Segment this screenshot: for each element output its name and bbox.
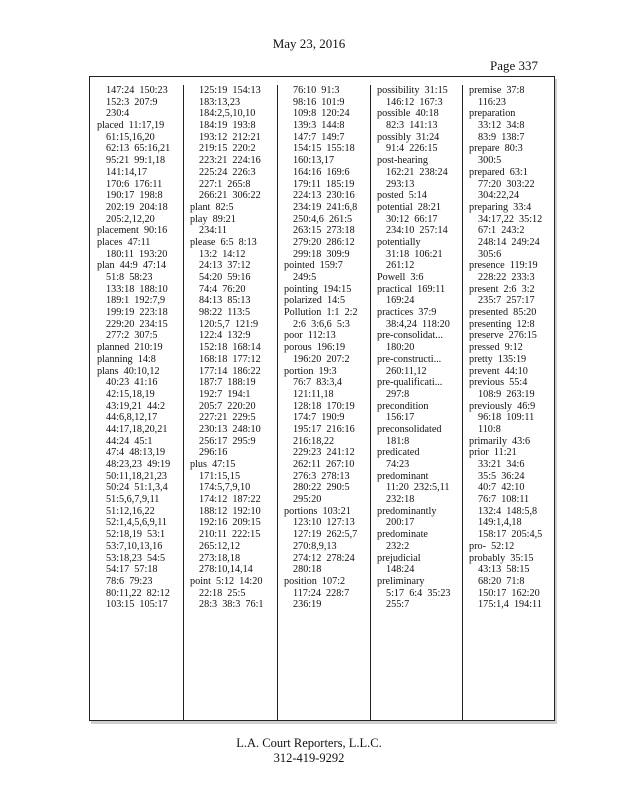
index-reference-line: 232:2 bbox=[386, 540, 410, 552]
index-reference-line: 35:5 36:24 bbox=[478, 470, 525, 482]
index-reference-line: 42:15,18,19 bbox=[106, 388, 155, 400]
index-reference-line: 30:12 66:17 bbox=[386, 213, 438, 225]
index-term-line: plus 47:15 bbox=[190, 459, 236, 470]
index-reference-line: 225:24 226:3 bbox=[199, 166, 256, 178]
index-reference-line: 108:9 263:19 bbox=[478, 388, 535, 400]
index-term-line: preliminary bbox=[377, 575, 425, 587]
index-reference-line: 235:7 257:17 bbox=[478, 295, 535, 307]
index-term-line: previously 46:9 bbox=[469, 400, 536, 412]
index-term-line: present 2:6 3:2 bbox=[469, 283, 535, 295]
index-frame bbox=[89, 76, 555, 721]
index-term-line: pre-constructi... bbox=[377, 353, 442, 365]
index-reference-line: 262:11 267:10 bbox=[293, 459, 355, 470]
index-term-line: possible 40:18 bbox=[377, 108, 439, 120]
index-term-line: possibly 31:24 bbox=[377, 131, 440, 143]
index-reference-line: 76:7 83:3,4 bbox=[293, 377, 342, 389]
index-reference-line: 180:11 193:20 bbox=[106, 248, 168, 260]
footer-phone: 312-419-9292 bbox=[273, 751, 345, 765]
index-reference-line: 44:17,18,20,21 bbox=[106, 423, 168, 435]
index-reference-line: 120:5,7 121:9 bbox=[199, 318, 259, 330]
index-reference-line: 219:15 220:2 bbox=[199, 143, 256, 155]
index-term-line: planned 210:19 bbox=[97, 342, 163, 354]
index-reference-line: 110:8 bbox=[478, 423, 501, 435]
index-reference-line: 148:24 bbox=[386, 564, 415, 576]
index-reference-line: 230:4 bbox=[106, 108, 130, 120]
index-term-line: probably 35:15 bbox=[469, 552, 534, 564]
index-column-4 bbox=[371, 85, 463, 720]
index-term-line: prejudicial bbox=[377, 552, 421, 564]
index-reference-line: 91:4 226:15 bbox=[386, 143, 438, 155]
index-reference-line: 76:10 91:3 bbox=[293, 85, 340, 96]
index-reference-line: 175:1,4 194:11 bbox=[478, 599, 542, 611]
index-term-line: possibility 31:15 bbox=[377, 85, 448, 96]
index-reference-line: 171:15,15 bbox=[199, 470, 241, 482]
index-reference-line: 234:10 257:14 bbox=[386, 225, 448, 237]
index-term-line: practical 169:11 bbox=[377, 283, 446, 295]
index-reference-line: 43:13 58:15 bbox=[478, 564, 530, 576]
index-term-line: plan 44:9 47:14 bbox=[97, 260, 167, 272]
index-reference-line: 174:12 187:22 bbox=[199, 494, 261, 506]
index-reference-line: 152:3 207:9 bbox=[106, 96, 158, 108]
index-term-line: prepare 80:3 bbox=[469, 143, 523, 155]
index-reference-line: 52:18,19 53:1 bbox=[106, 529, 166, 541]
index-reference-line: 52:1,4,5,6,9,11 bbox=[106, 517, 168, 529]
index-reference-line: 279:20 286:12 bbox=[293, 236, 355, 248]
index-reference-line: 177:14 186:22 bbox=[199, 365, 261, 377]
index-reference-line: 180:20 bbox=[386, 342, 415, 354]
index-reference-line: 227:1 265:8 bbox=[199, 178, 251, 190]
index-reference-line: 38:4,24 118:20 bbox=[386, 318, 450, 330]
index-reference-line: 156:17 bbox=[386, 412, 415, 424]
index-reference-line: 74:23 bbox=[386, 459, 410, 470]
index-reference-line: 68:20 71:8 bbox=[478, 575, 525, 587]
index-reference-line: 78:6 79:23 bbox=[106, 575, 153, 587]
index-reference-line: 250:4,6 261:5 bbox=[293, 213, 353, 225]
index-reference-line: 192:16 209:15 bbox=[199, 517, 261, 529]
index-reference-line: 109:8 120:24 bbox=[293, 108, 350, 120]
index-reference-line: 82:3 141:13 bbox=[386, 120, 438, 132]
index-term-line: portions 103:21 bbox=[284, 505, 351, 517]
index-term-line: poor 112:13 bbox=[284, 330, 336, 342]
index-reference-line: 174:7 190:9 bbox=[293, 412, 345, 424]
index-term-line: preparing 33:4 bbox=[469, 201, 532, 213]
index-reference-line: 44:24 45:1 bbox=[106, 435, 153, 447]
page-date: May 23, 2016 bbox=[272, 36, 346, 51]
index-reference-line: 169:24 bbox=[386, 295, 415, 307]
index-reference-line: 183:13,23 bbox=[199, 96, 241, 108]
index-reference-line: 229:23 241:12 bbox=[293, 447, 355, 459]
index-reference-line: 84:13 85:13 bbox=[199, 295, 251, 307]
index-reference-line: 228:22 233:3 bbox=[478, 272, 535, 283]
index-term-line: premise 37:8 bbox=[469, 85, 525, 96]
index-term-line: porous 196:19 bbox=[284, 342, 346, 354]
index-reference-line: 193:12 212:21 bbox=[199, 131, 261, 143]
index-term-line: play 89:21 bbox=[190, 213, 236, 225]
index-term-line: prior 11:21 bbox=[469, 447, 517, 459]
index-reference-line: 147:24 150:23 bbox=[106, 85, 168, 96]
index-reference-line: 116:23 bbox=[478, 96, 506, 108]
index-reference-line: 293:13 bbox=[386, 178, 415, 190]
index-term-line: post-hearing bbox=[377, 155, 428, 167]
index-reference-line: 174:5,7,9,10 bbox=[199, 482, 251, 494]
index-reference-line: 184:2,5,10,10 bbox=[199, 108, 256, 120]
index-column-1 bbox=[91, 85, 184, 720]
index-reference-line: 51:12,16,22 bbox=[106, 505, 155, 517]
index-reference-line: 24:13 37:12 bbox=[199, 260, 251, 272]
index-reference-line: 147:7 149:7 bbox=[293, 131, 345, 143]
index-reference-line: 48:23,23 49:19 bbox=[106, 459, 171, 470]
index-term-line: plant 82:5 bbox=[190, 201, 234, 213]
index-column-2 bbox=[184, 85, 278, 720]
index-reference-line: 168:18 177:12 bbox=[199, 353, 261, 365]
index-term-line: pre-qualificati... bbox=[377, 377, 443, 389]
index-reference-line: 128:18 170:19 bbox=[293, 400, 355, 412]
index-reference-line: 76:7 108:11 bbox=[478, 494, 530, 506]
index-term-line: potentially bbox=[377, 236, 421, 248]
index-reference-line: 95:21 99:1,18 bbox=[106, 155, 166, 167]
index-reference-line: 181:8 bbox=[386, 435, 410, 447]
index-reference-line: 141:14,17 bbox=[106, 166, 148, 178]
index-term-line: presence 119:19 bbox=[469, 260, 538, 272]
index-reference-line: 297:8 bbox=[386, 388, 410, 400]
index-reference-line: 223:21 224:16 bbox=[199, 155, 261, 167]
index-reference-line: 2:6 3:6,6 5:3 bbox=[293, 318, 350, 330]
index-reference-line: 74:4 76:20 bbox=[199, 283, 246, 295]
index-reference-line: 98:16 101:9 bbox=[293, 96, 345, 108]
index-reference-line: 280:22 290:5 bbox=[293, 482, 350, 494]
index-term-line: pointed 159:7 bbox=[284, 260, 343, 272]
index-reference-line: 40:7 42:10 bbox=[478, 482, 525, 494]
index-reference-line: 227:21 229:5 bbox=[199, 412, 256, 424]
index-term-line: pointing 194:15 bbox=[284, 283, 352, 295]
index-reference-line: 53:7,10,13,16 bbox=[106, 540, 163, 552]
index-reference-line: 164:16 169:6 bbox=[293, 166, 350, 178]
index-reference-line: 210:11 222:15 bbox=[199, 529, 261, 541]
index-term-line: prepared 63:1 bbox=[469, 166, 528, 178]
index-term-line: portion 19:3 bbox=[284, 365, 337, 377]
index-term-line: position 107:2 bbox=[284, 575, 346, 587]
index-term-line: places 47:11 bbox=[97, 236, 151, 248]
index-reference-line: 277:2 307:5 bbox=[106, 330, 158, 342]
index-reference-line: 50:11,18,21,23 bbox=[106, 470, 168, 482]
index-reference-line: 40:23 41:16 bbox=[106, 377, 158, 389]
index-reference-line: 125:19 154:13 bbox=[199, 85, 261, 96]
index-term-line: Powell 3:6 bbox=[377, 272, 424, 283]
index-reference-line: 160:13,17 bbox=[293, 155, 335, 167]
index-reference-line: 189:1 192:7,9 bbox=[106, 295, 166, 307]
index-term-line: polarized 14:5 bbox=[284, 295, 346, 307]
index-term-line: preconsolidated bbox=[377, 423, 442, 435]
index-reference-line: 304:22,24 bbox=[478, 190, 520, 202]
index-reference-line: 67:1 243:2 bbox=[478, 225, 525, 237]
index-reference-line: 260:11,12 bbox=[386, 365, 427, 377]
index-reference-line: 276:3 278:13 bbox=[293, 470, 350, 482]
index-reference-line: 149:1,4,18 bbox=[478, 517, 522, 529]
index-reference-line: 121:11,18 bbox=[293, 388, 334, 400]
index-reference-line: 234:19 241:6,8 bbox=[293, 201, 358, 213]
index-term-line: please 6:5 8:13 bbox=[190, 236, 257, 248]
index-reference-line: 44:6,8,12,17 bbox=[106, 412, 158, 424]
index-reference-line: 202:19 204:18 bbox=[106, 201, 168, 213]
index-term-line: primarily 43:6 bbox=[469, 435, 531, 447]
index-term-line: precondition bbox=[377, 400, 429, 412]
index-reference-line: 146:12 167:3 bbox=[386, 96, 443, 108]
index-reference-line: 248:14 249:24 bbox=[478, 236, 540, 248]
index-term-line: pre-consolidat... bbox=[377, 330, 443, 342]
index-reference-line: 300:5 bbox=[478, 155, 502, 167]
index-reference-line: 98:22 113:5 bbox=[199, 307, 251, 319]
index-reference-line: 51:8 58:23 bbox=[106, 272, 153, 283]
index-reference-line: 230:13 248:10 bbox=[199, 423, 261, 435]
index-term-line: placement 90:16 bbox=[97, 225, 168, 237]
index-reference-line: 54:20 59:16 bbox=[199, 272, 251, 283]
index-reference-line: 47:4 48:13,19 bbox=[106, 447, 166, 459]
index-reference-line: 273:18,18 bbox=[199, 552, 241, 564]
index-term-line: presenting 12:8 bbox=[469, 318, 535, 330]
index-reference-line: 295:20 bbox=[293, 494, 322, 506]
index-term-line: planning 14:8 bbox=[97, 353, 156, 365]
index-term-line: prevent 44:10 bbox=[469, 365, 528, 377]
index-term-line: presented 85:20 bbox=[469, 307, 537, 319]
index-reference-line: 216:18,22 bbox=[293, 435, 335, 447]
index-reference-line: 152:18 168:14 bbox=[199, 342, 261, 354]
index-reference-line: 190:17 198:8 bbox=[106, 190, 163, 202]
index-reference-line: 158:17 205:4,5 bbox=[478, 529, 543, 541]
index-term-line: pro- 52:12 bbox=[469, 540, 515, 552]
index-columns bbox=[91, 85, 553, 720]
index-column-3 bbox=[278, 85, 371, 720]
index-reference-line: 229:20 234:15 bbox=[106, 318, 168, 330]
index-reference-line: 205:7 220:20 bbox=[199, 400, 256, 412]
index-reference-line: 278:10,14,14 bbox=[199, 564, 253, 576]
index-reference-line: 270:8,9,13 bbox=[293, 540, 337, 552]
index-reference-line: 192:7 194:1 bbox=[199, 388, 251, 400]
index-reference-line: 33:21 34:6 bbox=[478, 459, 525, 470]
page-number: Page 337 bbox=[489, 58, 538, 73]
index-reference-line: 188:12 192:10 bbox=[199, 505, 261, 517]
index-reference-line: 127:19 262:5,7 bbox=[293, 529, 358, 541]
index-reference-line: 305:6 bbox=[478, 248, 502, 260]
index-term-line: practices 37:9 bbox=[377, 307, 437, 319]
index-term-line: placed 11:17,19 bbox=[97, 120, 165, 132]
index-reference-line: 299:18 309:9 bbox=[293, 248, 350, 260]
footer-company: L.A. Court Reporters, L.L.C. bbox=[236, 736, 382, 750]
index-term-line: preserve 276:15 bbox=[469, 330, 537, 342]
index-reference-line: 80:11,22 82:12 bbox=[106, 587, 170, 599]
index-reference-line: 62:13 65:16,21 bbox=[106, 143, 171, 155]
index-term-line: plans 40:10,12 bbox=[97, 365, 160, 377]
index-term-line: predicated bbox=[377, 447, 420, 459]
index-term-line: previous 55:4 bbox=[469, 377, 528, 389]
index-reference-line: 96:18 109:11 bbox=[478, 412, 535, 424]
index-reference-line: 103:15 105:17 bbox=[106, 599, 168, 611]
index-reference-line: 205:2,12,20 bbox=[106, 213, 155, 225]
index-term-line: predominant bbox=[377, 470, 429, 482]
index-reference-line: 274:12 278:24 bbox=[293, 552, 355, 564]
index-reference-line: 34:17,22 35:12 bbox=[478, 213, 543, 225]
index-reference-line: 50:24 51:1,3,4 bbox=[106, 482, 168, 494]
index-reference-line: 265:12,12 bbox=[199, 540, 241, 552]
index-reference-line: 13:2 14:12 bbox=[199, 248, 246, 260]
index-reference-line: 200:17 bbox=[386, 517, 415, 529]
index-reference-line: 53:18,23 54:5 bbox=[106, 552, 166, 564]
index-column-5 bbox=[463, 85, 553, 720]
index-reference-line: 83:9 138:7 bbox=[478, 131, 525, 143]
index-reference-line: 139:3 144:8 bbox=[293, 120, 345, 132]
index-term-line: Pollution 1:1 2:2 bbox=[284, 307, 358, 319]
index-reference-line: 199:19 223:18 bbox=[106, 307, 168, 319]
index-reference-line: 123:10 127:13 bbox=[293, 517, 355, 529]
index-reference-line: 249:5 bbox=[293, 272, 317, 283]
index-reference-line: 256:17 295:9 bbox=[199, 435, 256, 447]
index-reference-line: 170:6 176:11 bbox=[106, 178, 163, 190]
index-reference-line: 31:18 106:21 bbox=[386, 248, 443, 260]
index-reference-line: 28:3 38:3 76:1 bbox=[199, 599, 264, 611]
index-reference-line: 196:20 207:2 bbox=[293, 353, 350, 365]
index-reference-line: 117:24 228:7 bbox=[293, 587, 350, 599]
index-term-line: pretty 135:19 bbox=[469, 353, 527, 365]
index-reference-line: 263:15 273:18 bbox=[293, 225, 355, 237]
index-term-line: pressed 9:12 bbox=[469, 342, 523, 354]
index-term-line: potential 28:21 bbox=[377, 201, 441, 213]
index-term-line: predominantly bbox=[377, 505, 437, 517]
footer bbox=[0, 736, 618, 766]
index-reference-line: 54:17 57:18 bbox=[106, 564, 158, 576]
index-reference-line: 280:18 bbox=[293, 564, 322, 576]
index-reference-line: 77:20 303:22 bbox=[478, 178, 535, 190]
index-term-line: posted 5:14 bbox=[377, 190, 427, 202]
index-reference-line: 11:20 232:5,11 bbox=[386, 482, 450, 494]
index-reference-line: 184:19 193:8 bbox=[199, 120, 256, 132]
index-reference-line: 43:19,21 44:2 bbox=[106, 400, 166, 412]
index-reference-line: 296:16 bbox=[199, 447, 228, 459]
index-reference-line: 33:12 34:8 bbox=[478, 120, 525, 132]
index-reference-line: 232:18 bbox=[386, 494, 415, 506]
index-reference-line: 150:17 162:20 bbox=[478, 587, 540, 599]
index-reference-line: 236:19 bbox=[293, 599, 322, 611]
index-reference-line: 187:7 188:19 bbox=[199, 377, 256, 389]
index-reference-line: 122:4 132:9 bbox=[199, 330, 251, 342]
index-reference-line: 195:17 216:16 bbox=[293, 423, 355, 435]
index-reference-line: 224:13 230:16 bbox=[293, 190, 355, 202]
index-term-line: predominate bbox=[377, 529, 428, 541]
index-reference-line: 179:11 185:19 bbox=[293, 178, 355, 190]
index-reference-line: 261:12 bbox=[386, 260, 415, 272]
index-reference-line: 162:21 238:24 bbox=[386, 166, 448, 178]
index-reference-line: 132:4 148:5,8 bbox=[478, 505, 538, 517]
index-term-line: preparation bbox=[469, 108, 516, 120]
index-reference-line: 22:18 25:5 bbox=[199, 587, 246, 599]
index-reference-line: 133:18 188:10 bbox=[106, 283, 168, 295]
index-reference-line: 61:15,16,20 bbox=[106, 131, 155, 143]
index-reference-line: 5:17 6:4 35:23 bbox=[386, 587, 451, 599]
index-reference-line: 154:15 155:18 bbox=[293, 143, 355, 155]
index-term-line: point 5:12 14:20 bbox=[190, 575, 263, 587]
index-reference-line: 51:5,6,7,9,11 bbox=[106, 494, 160, 506]
index-reference-line: 255:7 bbox=[386, 599, 410, 611]
index-reference-line: 266:21 306:22 bbox=[199, 190, 261, 202]
index-reference-line: 234:11 bbox=[199, 225, 227, 237]
